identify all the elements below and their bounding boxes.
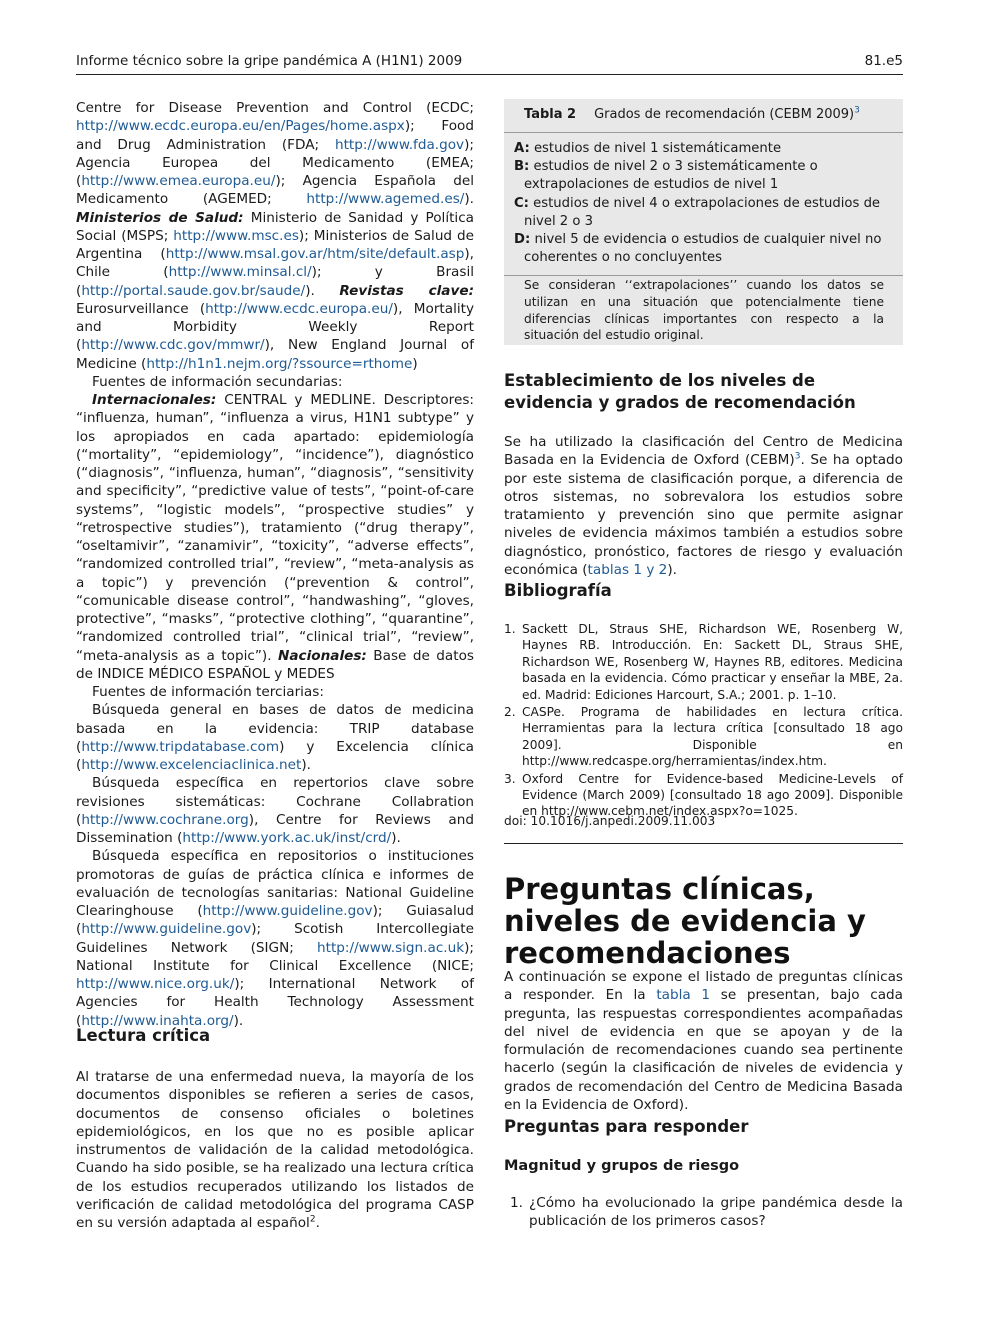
link[interactable]: http://www.york.ac.uk/inst/crd/ — [182, 830, 392, 846]
reference-item — [504, 704, 903, 770]
grade-text: nivel 5 de evidencia o estudios de cualquier nivel no coherentes o no concluyentes — [524, 232, 882, 266]
text-run: ); Guiasalud ( — [76, 903, 474, 938]
page-number: 81.e5 — [864, 53, 903, 69]
link[interactable]: http://www.sign.ac.uk — [317, 939, 465, 956]
link[interactable]: http://www.ecdc.europa.eu/ — [205, 300, 393, 317]
inline-heading: Ministerios de Salud: — [76, 209, 244, 226]
grade-label: C: — [514, 195, 529, 211]
reference-item — [504, 771, 903, 820]
search-general — [76, 701, 474, 774]
link[interactable]: tablas 1 y 2 — [587, 561, 668, 578]
grade-label: B: — [514, 159, 530, 175]
citation-ref[interactable]: 3 — [794, 451, 801, 462]
text-run: Base de datos de INDICE MÉDICO ESPAÑOL y MEDES — [76, 647, 474, 682]
text-run: ); Agencia Española del Medicamento (AGEMED; — [76, 173, 474, 208]
reference-item — [504, 621, 903, 703]
text-run: ). — [391, 830, 401, 846]
running-title: Informe técnico sobre la gripe pandémica A (H1N1) 2009 — [76, 53, 463, 69]
inline-heading: Nacionales: — [277, 647, 367, 664]
table-title-ref[interactable]: 3 — [854, 105, 860, 116]
text-run: Búsqueda general en bases de datos de medicina basada en la evidencia: TRIP database ( — [76, 702, 474, 755]
text-run: ), Mortality and Morbidity Weekly Report ( — [76, 300, 474, 354]
grade-text: estudios de nivel 4 o extrapolaciones de estudios de nivel 2 o 3 — [524, 195, 881, 229]
table-note-rule — [504, 275, 903, 276]
text-run: ). — [305, 282, 340, 299]
sources-secondary — [76, 391, 474, 683]
preguntas-subheading: Preguntas para responder — [504, 1117, 749, 1136]
text-run: ); Agencia Europea del Medicamento (EMEA; ( — [76, 136, 474, 189]
link[interactable]: http://www.tripdatabase.com — [81, 738, 280, 755]
link[interactable]: http://www.emea.europa.eu/ — [81, 173, 276, 189]
text-run: se presentan, bajo cada pregunta, las respuestas correspondientes acompañadas del nivel de evidencia en que se apoyan y de la formulación de recomendaciones cuando sea pertinente hacerlo (según la clasificación de niveles de evidencia y grados de recomendación del Centro de Medicina Basada en la Evidencia de Oxford). — [504, 987, 903, 1113]
question-number: 1. — [510, 1195, 523, 1211]
bibliografia-heading: Bibliografía — [504, 581, 612, 600]
text-run: ); Scotish Intercollegiate Guidelines Network (SIGN; — [76, 921, 474, 956]
text-run: Fuentes de información terciarias: — [92, 684, 324, 700]
link[interactable]: http://portal.saude.gov.br/saude/ — [81, 282, 306, 299]
doi: doi: 10.1016/j.anpedi.2009.11.003 — [504, 814, 716, 828]
reference-text: CASPe. Programa de habilidades en lectura crítica. Herramientas para la lectura crítica [consultado 18 ago 2009]. Disponible en http://www.redcaspe.org/herramientas/index.htm. — [522, 705, 903, 769]
section-rule — [504, 843, 903, 844]
citation-ref: 2 — [309, 1214, 316, 1225]
table-label: Tabla 2 — [524, 107, 577, 122]
table-2 — [504, 99, 903, 345]
inline-heading: Internacionales: — [92, 392, 217, 408]
preguntas-intro — [504, 968, 903, 1114]
text-run: ). — [301, 757, 311, 773]
link[interactable]: http://www.ecdc.europa.eu/en/Pages/home.aspx — [76, 118, 405, 135]
table-row — [514, 158, 898, 194]
link[interactable]: http://www.fda.gov — [334, 136, 465, 153]
establecimiento-body — [504, 433, 903, 579]
magnitud-heading: Magnitud y grupos de riesgo — [504, 1158, 740, 1174]
question-item — [504, 1194, 903, 1231]
reference-number: 1. — [504, 622, 516, 636]
section-title: Preguntas clínicas, niveles de evidencia y recomendaciones — [504, 872, 866, 970]
text-run: A continuación se expone el listado de preguntas clínicas a responder. En la — [504, 969, 903, 1004]
sources-secondary-label — [76, 373, 474, 391]
text-run: ); y Brasil ( — [76, 264, 475, 299]
text-run: ). — [233, 1012, 244, 1029]
table-caption — [524, 107, 860, 122]
question-text: ¿Cómo ha evolucionado la gripe pandémica desde la publicación de los primeros casos? — [529, 1195, 903, 1230]
text-run: Ministerio de Sanidad y Política Social (MSPS; — [76, 209, 475, 244]
text-run: Al tratarse de una enfermedad nueva, la mayoría de los documentos disponibles se refieren a series de casos, documentos de consenso oficiales o boletines epidemiológicos, en los que no es posible aplicar instrumentos de validación de la calidad metodológica. Cuando ha sido posible, se ha realizado una lectura crítica de los estudios recuperados utilizando los listados de verificación de calidad metodológica del programa CASP en su versión adaptada al español — [76, 1069, 474, 1231]
table-note: Se consideran ‘‘extrapolaciones’’ cuando los datos se utilizan en una situación que potencialmente tiene diferencias clínicas importantes con respecto a la situación del estudio original. — [524, 278, 884, 343]
link[interactable]: http://www.agemed.es/ — [306, 191, 465, 208]
table-title: Grados de recomendación (CEBM 2009) — [594, 107, 855, 122]
lectura-paragraph — [76, 1068, 474, 1232]
text-run: Fuentes de información secundarias: — [92, 373, 343, 390]
sources-tertiary-label — [76, 683, 474, 701]
link[interactable]: http://www.msc.es — [173, 227, 299, 244]
table-row — [514, 231, 898, 267]
question-list — [504, 1194, 903, 1231]
grade-label: D: — [514, 232, 531, 248]
table-top-rule — [504, 132, 903, 133]
preguntas-intro-paragraph — [504, 968, 903, 1114]
inline-heading: Revistas clave: — [339, 282, 475, 299]
link[interactable]: http://www.cdc.gov/mmwr/ — [81, 337, 265, 354]
text-run: ); National Institute for Clinical Excellence (NICE; — [76, 939, 474, 974]
text-run: ), New England Journal of Medicine ( — [76, 337, 474, 372]
text-run: ); Food and Drug Administration (FDA; — [76, 118, 474, 153]
link[interactable]: http://www.msal.gov.ar/htm/site/default.asp — [165, 246, 465, 262]
text-run: ), Chile ( — [76, 246, 474, 281]
reference-number: 2. — [504, 705, 516, 720]
text-run: ); International Network of Agencies for Health Technology Assessment ( — [76, 976, 474, 1029]
table-row — [514, 140, 898, 158]
link[interactable]: http://www.inahta.org/ — [81, 1012, 234, 1029]
table-rows — [514, 140, 898, 267]
link[interactable]: http://www.minsal.cl/ — [168, 264, 312, 281]
reference-text: Oxford Centre for Evidence-based Medicine-Levels of Evidence (March 2009) [consultado 18 ago 2009]. Disponible en http://www.cebm.net/index.aspx?o=1025. — [522, 771, 903, 819]
establecimiento-paragraph — [504, 433, 903, 579]
reference-text: Sackett DL, Straus SHE, Richardson WE, Rosenberg W, Haynes RB. Introducción. En: Sackett DL, Straus SHE, Richardson WE, Rosenberg W, Haynes RB, editores. Medicina basada en la evidencia. Cómo practicar y enseñar la MBE, 2a. ed. Madrid: Ediciones Harcourt, S.A.; 2001. p. 1–10. — [522, 622, 903, 702]
text-run: ) — [412, 355, 418, 372]
running-header — [76, 53, 903, 69]
link[interactable]: http://www.guideline.gov — [81, 921, 252, 938]
text-run: ), Centre for Reviews and Dissemination ( — [76, 811, 474, 846]
text-run: CENTRAL y MEDLINE. Descriptores: “influenza, human”, “influenza a virus, H1N1 subtype” y los apropiados en cada apartado: epidemiología (“mortality”, “epidemiology”, “incidence”), diagnóstico (“diagnosis”, “influenza, human”, “diagnosis”, “sensitivity and specificity”, “predictive value of tests”, “point-of-care systems”, “logistic models”, “prospective studies” y “retrospective studies”), tratamiento (“drug therapy”, “oseltamivir”, “zanamivir”, “toxicity”, “adverse effects”, “randomized controlled trial”, “review”, “meta-analysis as a topic”) y prevención (“prevention & control”, “comunicable disease control”, “handwashing”, “gloves, protective”, “masks”, “protective clothing”, “quarantine”, “randomized controlled trial”, “clinical trial”, “review”, “meta-analysis as a topic”). — [76, 392, 474, 664]
text-run: ) y Excelencia clínica ( — [76, 738, 474, 773]
text-run: . — [315, 1215, 320, 1231]
lectura-body — [76, 1068, 474, 1232]
reference-list — [504, 621, 903, 821]
link[interactable]: http://www.guideline.gov — [202, 903, 373, 919]
text-run: Búsqueda específica en repertorios clave sobre revisiones sistemáticas: Cochrane Collabration ( — [76, 775, 474, 828]
table-row — [514, 195, 898, 231]
text-run: . Se ha optado por este sistema de clasificación porque, a diferencia de otros sistemas, no sobrevalora los estudios sobre tratamiento y prevención sino que permite asignar niveles de evidencia máximos también a estudios sobre diagnóstico, pronóstico, factores de riesgo y evaluación económica ( — [504, 452, 904, 578]
text-run: Eurosurveillance ( — [76, 300, 206, 317]
header-rule — [76, 74, 903, 75]
text-run: Se ha utilizado la clasificación del Centro de Medicina Basada en la Evidencia de Oxford (CEBM) — [504, 434, 903, 469]
left-column — [76, 99, 474, 1030]
grade-label: A: — [514, 141, 530, 156]
text-run: ); Ministerios de Salud de Argentina ( — [76, 227, 475, 262]
sources-primary — [76, 99, 474, 373]
grade-text: estudios de nivel 1 sistemáticamente — [533, 141, 782, 156]
establecimiento-heading: Establecimiento de los niveles de evidencia y grados de recomendación — [504, 371, 856, 412]
link[interactable]: http://www.nice.org.uk/ — [76, 976, 235, 992]
text-run: ). — [667, 561, 677, 578]
text-run: Búsqueda específica en repositorios o instituciones promotoras de guías de práctica clínica e informes de evaluación de tecnologías sanitarias: National Guideline Clearinghouse ( — [76, 848, 474, 919]
lectura-heading: Lectura crítica — [76, 1026, 211, 1045]
link[interactable]: http://h1n1.nejm.org/?ssource=rthome — [146, 355, 413, 372]
link[interactable]: http://www.cochrane.org — [81, 811, 249, 828]
text-run: Centre for Disease Prevention and Control (ECDC; — [76, 100, 474, 116]
link[interactable]: tabla 1 — [656, 987, 711, 1004]
search-reviews — [76, 774, 474, 847]
search-guidelines — [76, 847, 474, 1030]
reference-number: 3. — [504, 771, 516, 786]
link[interactable]: http://www.excelenciaclinica.net — [81, 757, 302, 773]
grade-text: estudios de nivel 2 o 3 sistemáticamente o extrapolaciones de estudios de nivel 1 — [524, 159, 818, 193]
text-run: ). — [464, 191, 474, 208]
